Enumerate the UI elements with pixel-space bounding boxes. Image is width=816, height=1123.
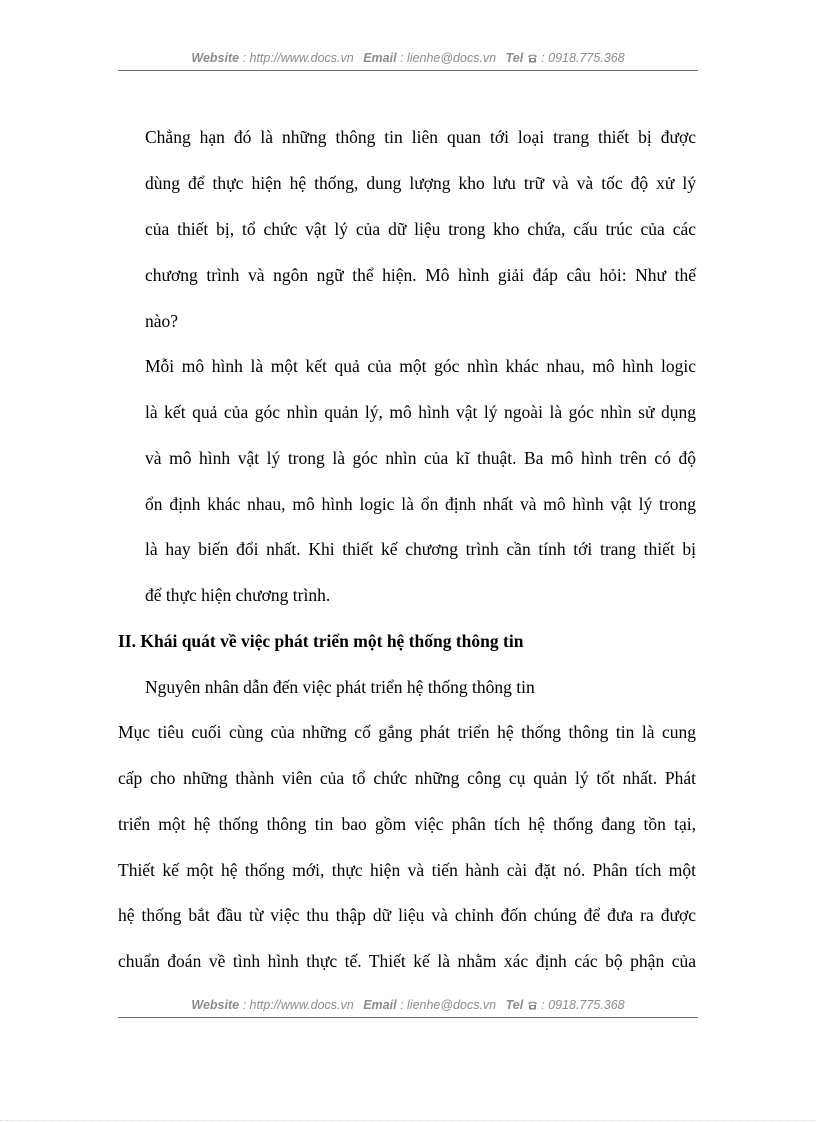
header-tel-label: Tel	[505, 51, 524, 65]
section-heading: II. Khái quát về việc phát triển một hệ thống thông tin	[118, 631, 524, 651]
footer-tel-label: Tel	[505, 998, 524, 1012]
footer-website-label: Website	[191, 998, 240, 1012]
body-line: dùng để thực hiện hệ thống, dung lượng kho lưu trữ và và tốc độ xử lý	[145, 173, 696, 193]
body-line: hệ thống bắt đầu từ việc thu thập dữ liệu và chỉnh đốn chúng để đưa ra được	[118, 905, 696, 925]
body-line: và mô hình vật lý trong là góc nhìn của kĩ thuật. Ba mô hình trên có độ	[145, 448, 696, 468]
body-line: cấp cho những thành viên của tổ chức những công cụ quản lý tốt nhất. Phát	[118, 768, 696, 788]
footer-email-value[interactable]: : lienhe@docs.vn	[400, 998, 497, 1012]
body-line: chương trình và ngôn ngữ thể hiện. Mô hình giải đáp câu hỏi: Như thế	[145, 265, 696, 285]
header-email-label: Email	[363, 51, 397, 65]
footer-email-label: Email	[363, 998, 397, 1012]
header-website-label: Website	[191, 51, 240, 65]
footer-tel-value: : 0918.775.368	[541, 998, 625, 1012]
page-footer	[118, 998, 698, 1012]
header-tel-value: : 0918.775.368	[541, 51, 625, 65]
body-line: Chẳng hạn đó là những thông tin liên quan tới loại trang thiết bị được	[145, 127, 696, 147]
page-header	[118, 51, 698, 65]
body-line: của thiết bị, tổ chức vật lý của dữ liệu trong kho chứa, cấu trúc của các	[145, 219, 696, 239]
body-line: triển một hệ thống thông tin bao gồm việc phân tích hệ thống đang tồn tại,	[118, 814, 696, 834]
body-line: Mục tiêu cuối cùng của những cố gắng phát triển hệ thống thông tin là cung	[118, 722, 696, 742]
footer-website-url[interactable]: : http://www.docs.vn	[242, 998, 354, 1012]
body-line: Mỗi mô hình là một kết quả của một góc nhìn khác nhau, mô hình logic	[145, 356, 696, 376]
phone-icon	[527, 51, 541, 65]
footer-rule	[118, 1017, 698, 1018]
body-line: Thiết kế một hệ thống mới, thực hiện và tiến hành cài đặt nó. Phân tích một	[118, 860, 696, 880]
header-rule	[118, 70, 698, 71]
body-line: ổn định khác nhau, mô hình logic là ổn định nhất và mô hình vật lý trong	[145, 494, 696, 514]
page-edge-divider	[0, 1120, 816, 1121]
body-line: là kết quả của góc nhìn quản lý, mô hình vật lý ngoài là góc nhìn sử dụng	[145, 402, 696, 422]
body-line: nào?	[145, 311, 179, 331]
section-subheading: Nguyên nhân dẫn đến việc phát triển hệ thống thông tin	[145, 677, 535, 697]
body-line: chuẩn đoán về tình hình thực tế. Thiết kế là nhằm xác định các bộ phận của	[118, 951, 696, 971]
body-line: để thực hiện chương trình.	[145, 585, 331, 605]
phone-icon	[527, 998, 541, 1012]
header-email-value[interactable]: : lienhe@docs.vn	[400, 51, 497, 65]
header-website-url[interactable]: : http://www.docs.vn	[242, 51, 354, 65]
body-line: là hay biến đổi nhất. Khi thiết kế chương trình cần tính tới trang thiết bị	[145, 539, 696, 559]
